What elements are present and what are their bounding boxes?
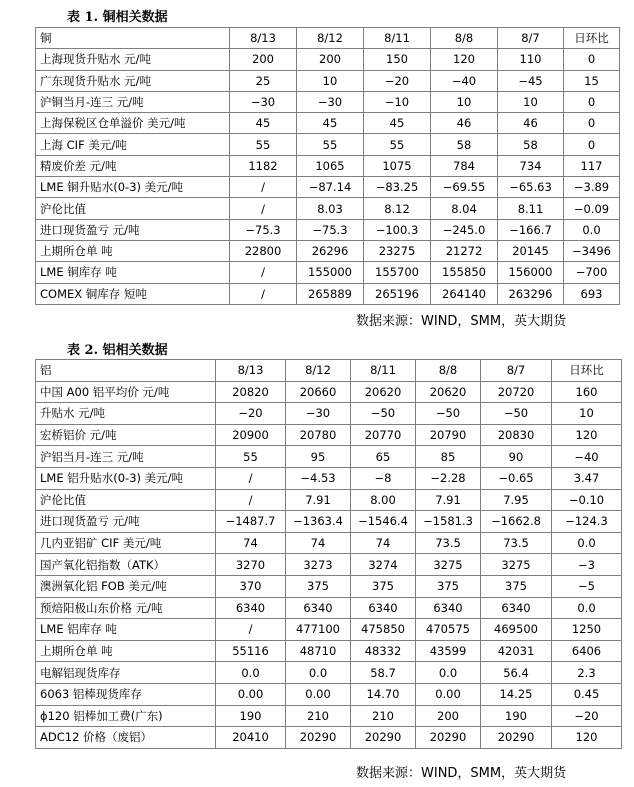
value-cell: −166.7: [498, 219, 564, 240]
value-cell: 20290: [481, 727, 552, 749]
value-cell: 1065: [297, 155, 364, 176]
value-cell: 120: [552, 727, 622, 749]
value-cell: 264140: [431, 283, 498, 304]
value-cell: 0: [564, 134, 620, 155]
value-cell: 0: [564, 113, 620, 134]
value-cell: 0: [564, 49, 620, 70]
value-cell: −8: [351, 467, 416, 489]
row-label-cell: 升贴水 元/吨: [36, 403, 216, 425]
value-cell: −1546.4: [351, 511, 416, 533]
value-cell: 0.00: [286, 683, 351, 705]
value-cell: 0.45: [552, 683, 622, 705]
row-label-cell: ϕ120 铝棒加工费(广东): [36, 705, 216, 727]
table-row: [36, 597, 622, 619]
value-cell: −1363.4: [286, 511, 351, 533]
value-cell: −30: [286, 403, 351, 425]
value-cell: 263296: [498, 283, 564, 304]
value-cell: 120: [431, 49, 498, 70]
value-cell: −40: [552, 446, 622, 468]
value-cell: −0.10: [552, 489, 622, 511]
table-row: [36, 705, 622, 727]
value-cell: 58: [498, 134, 564, 155]
value-cell: −75.3: [297, 219, 364, 240]
value-cell: 155000: [297, 262, 364, 283]
value-cell: 0.0: [416, 662, 481, 684]
value-cell: −20: [364, 70, 431, 91]
value-cell: 14.25: [481, 683, 552, 705]
header-cell: 日环比: [564, 28, 620, 49]
value-cell: 42031: [481, 640, 552, 662]
table-row: [36, 91, 620, 112]
copper-data-table: [35, 27, 620, 305]
value-cell: −124.3: [552, 511, 622, 533]
value-cell: 200: [416, 705, 481, 727]
table-row: [36, 240, 620, 261]
value-cell: 74: [216, 532, 286, 554]
row-label-cell: 几内亚铝矿 CIF 美元/吨: [36, 532, 216, 554]
row-label-cell: 沪伦比值: [36, 489, 216, 511]
row-label-cell: 电解铝现货库存: [36, 662, 216, 684]
value-cell: 6340: [216, 597, 286, 619]
value-cell: 23275: [364, 240, 431, 261]
value-cell: 375: [286, 575, 351, 597]
value-cell: 375: [351, 575, 416, 597]
value-cell: 6340: [286, 597, 351, 619]
header-cell: 铝: [36, 360, 216, 382]
value-cell: 3275: [481, 554, 552, 576]
value-cell: 95: [286, 446, 351, 468]
value-cell: 10: [552, 403, 622, 425]
table-row: [36, 262, 620, 283]
table-row: [36, 113, 620, 134]
value-cell: 45: [364, 113, 431, 134]
table-row: [36, 198, 620, 219]
value-cell: 8.04: [431, 198, 498, 219]
value-cell: 55116: [216, 640, 286, 662]
value-cell: 55: [364, 134, 431, 155]
row-label-cell: COMEX 铜库存 短吨: [36, 283, 230, 304]
value-cell: −700: [564, 262, 620, 283]
value-cell: −10: [364, 91, 431, 112]
value-cell: −2.28: [416, 467, 481, 489]
value-cell: 25: [230, 70, 297, 91]
value-cell: 150: [364, 49, 431, 70]
value-cell: 43599: [416, 640, 481, 662]
value-cell: 65: [351, 446, 416, 468]
table-row: [36, 155, 620, 176]
value-cell: −45: [498, 70, 564, 91]
table-row: [36, 467, 622, 489]
value-cell: /: [230, 262, 297, 283]
value-cell: 85: [416, 446, 481, 468]
table2-caption: 表 2. 铝相关数据: [67, 343, 168, 358]
value-cell: 21272: [431, 240, 498, 261]
value-cell: 0.0: [564, 219, 620, 240]
aluminum-data-table: [35, 359, 622, 749]
value-cell: 8.12: [364, 198, 431, 219]
value-cell: 1250: [552, 619, 622, 641]
value-cell: −65.63: [498, 177, 564, 198]
value-cell: 10: [431, 91, 498, 112]
value-cell: 58: [431, 134, 498, 155]
value-cell: 1075: [364, 155, 431, 176]
value-cell: −30: [297, 91, 364, 112]
row-label-cell: LME 铜库存 吨: [36, 262, 230, 283]
value-cell: 6340: [416, 597, 481, 619]
value-cell: 3275: [416, 554, 481, 576]
header-cell: 8/7: [498, 28, 564, 49]
table1-header-row: [36, 28, 620, 49]
value-cell: 14.70: [351, 683, 416, 705]
value-cell: −50: [416, 403, 481, 425]
value-cell: −87.14: [297, 177, 364, 198]
value-cell: 734: [498, 155, 564, 176]
value-cell: 90: [481, 446, 552, 468]
table-row: [36, 489, 622, 511]
row-label-cell: 沪伦比值: [36, 198, 230, 219]
value-cell: 15: [564, 70, 620, 91]
value-cell: 110: [498, 49, 564, 70]
value-cell: 156000: [498, 262, 564, 283]
value-cell: 210: [286, 705, 351, 727]
value-cell: 20660: [286, 381, 351, 403]
value-cell: 190: [481, 705, 552, 727]
value-cell: 3.47: [552, 467, 622, 489]
value-cell: 0.00: [416, 683, 481, 705]
table-row: [36, 683, 622, 705]
value-cell: 375: [416, 575, 481, 597]
row-label-cell: 上海 CIF 美元/吨: [36, 134, 230, 155]
value-cell: 20290: [286, 727, 351, 749]
value-cell: 0.0: [286, 662, 351, 684]
header-cell: 8/12: [297, 28, 364, 49]
row-label-cell: ADC12 价格（废铝）: [36, 727, 216, 749]
row-label-cell: 中国 A00 铝平均价 元/吨: [36, 381, 216, 403]
header-cell: 8/11: [364, 28, 431, 49]
value-cell: 8.03: [297, 198, 364, 219]
header-cell: 日环比: [552, 360, 622, 382]
value-cell: /: [216, 489, 286, 511]
value-cell: 10: [297, 70, 364, 91]
value-cell: 0.0: [552, 597, 622, 619]
value-cell: 784: [431, 155, 498, 176]
value-cell: 20780: [286, 424, 351, 446]
header-cell: 8/11: [351, 360, 416, 382]
header-cell: 8/7: [481, 360, 552, 382]
value-cell: 3273: [286, 554, 351, 576]
value-cell: 469500: [481, 619, 552, 641]
table-row: [36, 446, 622, 468]
value-cell: 10: [498, 91, 564, 112]
value-cell: 155700: [364, 262, 431, 283]
value-cell: 20720: [481, 381, 552, 403]
table-row: [36, 554, 622, 576]
row-label-cell: 沪铜当月-连三 元/吨: [36, 91, 230, 112]
row-label-cell: 广东现货升贴水 元/吨: [36, 70, 230, 91]
value-cell: 55: [230, 134, 297, 155]
value-cell: 210: [351, 705, 416, 727]
row-label-cell: 上期所仓单 吨: [36, 240, 230, 261]
table-row: [36, 134, 620, 155]
value-cell: 20290: [416, 727, 481, 749]
row-label-cell: LME 铝库存 吨: [36, 619, 216, 641]
table1-source-note: 数据来源：WIND，SMM，英大期货: [356, 314, 567, 329]
value-cell: 20790: [416, 424, 481, 446]
value-cell: −20: [216, 403, 286, 425]
value-cell: 56.4: [481, 662, 552, 684]
value-cell: 58.7: [351, 662, 416, 684]
value-cell: 20410: [216, 727, 286, 749]
table-row: [36, 381, 622, 403]
value-cell: 20145: [498, 240, 564, 261]
value-cell: 7.91: [286, 489, 351, 511]
table1-caption: 表 1. 铜相关数据: [67, 10, 168, 25]
value-cell: 120: [552, 424, 622, 446]
value-cell: −5: [552, 575, 622, 597]
value-cell: 200: [297, 49, 364, 70]
value-cell: 265196: [364, 283, 431, 304]
value-cell: −245.0: [431, 219, 498, 240]
value-cell: −50: [351, 403, 416, 425]
table2-header-row: [36, 360, 622, 382]
value-cell: /: [216, 467, 286, 489]
value-cell: 55: [297, 134, 364, 155]
header-cell: 8/8: [416, 360, 481, 382]
value-cell: 1182: [230, 155, 297, 176]
row-label-cell: LME 铜升贴水(0-3) 美元/吨: [36, 177, 230, 198]
value-cell: 477100: [286, 619, 351, 641]
table-row: [36, 283, 620, 304]
value-cell: −3496: [564, 240, 620, 261]
value-cell: 693: [564, 283, 620, 304]
header-cell: 铜: [36, 28, 230, 49]
value-cell: 46: [498, 113, 564, 134]
header-cell: 8/13: [216, 360, 286, 382]
value-cell: 370: [216, 575, 286, 597]
value-cell: −1662.8: [481, 511, 552, 533]
row-label-cell: LME 铝升贴水(0-3) 美元/吨: [36, 467, 216, 489]
table-row: [36, 662, 622, 684]
table-row: [36, 575, 622, 597]
table-row: [36, 219, 620, 240]
value-cell: −3: [552, 554, 622, 576]
row-label-cell: 进口现货盈亏 元/吨: [36, 511, 216, 533]
value-cell: −30: [230, 91, 297, 112]
table-row: [36, 403, 622, 425]
value-cell: −0.65: [481, 467, 552, 489]
row-label-cell: 进口现货盈亏 元/吨: [36, 219, 230, 240]
value-cell: 73.5: [416, 532, 481, 554]
value-cell: /: [216, 619, 286, 641]
value-cell: 26296: [297, 240, 364, 261]
row-label-cell: 沪铝当月-连三 元/吨: [36, 446, 216, 468]
value-cell: −20: [552, 705, 622, 727]
value-cell: 46: [431, 113, 498, 134]
row-label-cell: 精废价差 元/吨: [36, 155, 230, 176]
value-cell: 0.0: [216, 662, 286, 684]
value-cell: −69.55: [431, 177, 498, 198]
value-cell: 20820: [216, 381, 286, 403]
table-row: [36, 619, 622, 641]
value-cell: −0.09: [564, 198, 620, 219]
value-cell: 265889: [297, 283, 364, 304]
row-label-cell: 国产氧化铝指数（ATK）: [36, 554, 216, 576]
row-label-cell: 宏桥铝价 元/吨: [36, 424, 216, 446]
value-cell: 7.91: [416, 489, 481, 511]
value-cell: −40: [431, 70, 498, 91]
value-cell: 8.00: [351, 489, 416, 511]
value-cell: 470575: [416, 619, 481, 641]
value-cell: 6406: [552, 640, 622, 662]
value-cell: −100.3: [364, 219, 431, 240]
value-cell: 45: [297, 113, 364, 134]
value-cell: 74: [351, 532, 416, 554]
table-row: [36, 640, 622, 662]
value-cell: 7.95: [481, 489, 552, 511]
row-label-cell: 澳洲氧化铝 FOB 美元/吨: [36, 575, 216, 597]
row-label-cell: 预焙阳极山东价格 元/吨: [36, 597, 216, 619]
value-cell: 55: [216, 446, 286, 468]
value-cell: −83.25: [364, 177, 431, 198]
value-cell: 3274: [351, 554, 416, 576]
value-cell: −1487.7: [216, 511, 286, 533]
row-label-cell: 6063 铝棒现货库存: [36, 683, 216, 705]
table-row: [36, 177, 620, 198]
value-cell: −50: [481, 403, 552, 425]
row-label-cell: 上海现货升贴水 元/吨: [36, 49, 230, 70]
value-cell: −75.3: [230, 219, 297, 240]
value-cell: 74: [286, 532, 351, 554]
value-cell: 45: [230, 113, 297, 134]
value-cell: 200: [230, 49, 297, 70]
value-cell: 20290: [351, 727, 416, 749]
table-row: [36, 532, 622, 554]
value-cell: 73.5: [481, 532, 552, 554]
value-cell: 0: [564, 91, 620, 112]
value-cell: −3.89: [564, 177, 620, 198]
value-cell: 20770: [351, 424, 416, 446]
value-cell: 20620: [351, 381, 416, 403]
value-cell: −1581.3: [416, 511, 481, 533]
table-row: [36, 424, 622, 446]
table-row: [36, 511, 622, 533]
value-cell: 475850: [351, 619, 416, 641]
table2-source-note: 数据来源：WIND，SMM，英大期货: [356, 766, 567, 781]
value-cell: 117: [564, 155, 620, 176]
value-cell: 8.11: [498, 198, 564, 219]
value-cell: 6340: [351, 597, 416, 619]
value-cell: −4.53: [286, 467, 351, 489]
row-label-cell: 上海保税区仓单溢价 美元/吨: [36, 113, 230, 134]
value-cell: 0.00: [216, 683, 286, 705]
value-cell: 20830: [481, 424, 552, 446]
value-cell: 20620: [416, 381, 481, 403]
value-cell: 0.0: [552, 532, 622, 554]
value-cell: 375: [481, 575, 552, 597]
value-cell: /: [230, 198, 297, 219]
header-cell: 8/12: [286, 360, 351, 382]
header-cell: 8/8: [431, 28, 498, 49]
value-cell: 190: [216, 705, 286, 727]
value-cell: 160: [552, 381, 622, 403]
value-cell: 48710: [286, 640, 351, 662]
value-cell: 48332: [351, 640, 416, 662]
value-cell: /: [230, 283, 297, 304]
header-cell: 8/13: [230, 28, 297, 49]
value-cell: /: [230, 177, 297, 198]
value-cell: 3270: [216, 554, 286, 576]
table-row: [36, 49, 620, 70]
value-cell: 6340: [481, 597, 552, 619]
value-cell: 20900: [216, 424, 286, 446]
row-label-cell: 上期所仓单 吨: [36, 640, 216, 662]
value-cell: 155850: [431, 262, 498, 283]
table-row: [36, 70, 620, 91]
value-cell: 22800: [230, 240, 297, 261]
table-row: [36, 727, 622, 749]
value-cell: 2.3: [552, 662, 622, 684]
